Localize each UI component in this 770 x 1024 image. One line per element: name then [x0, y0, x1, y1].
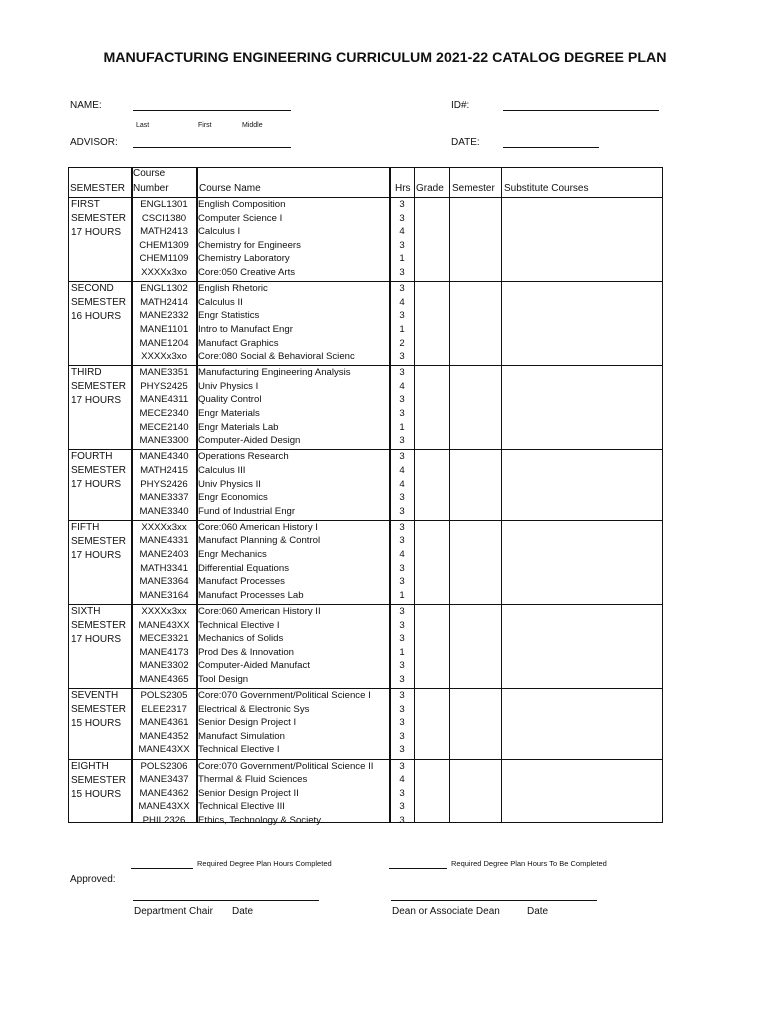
course-number: XXXXx3xo — [141, 351, 187, 363]
header-course: Course — [133, 168, 166, 179]
course-number: CHEM1309 — [139, 239, 189, 251]
semester-label: SEMESTER — [71, 381, 127, 393]
semester-label: SEMESTER — [71, 213, 127, 224]
id-label: ID#: — [451, 100, 470, 111]
course-hours: 3 — [399, 283, 405, 295]
semester-label: SECOND — [71, 283, 114, 295]
course-hours: 3 — [399, 451, 405, 463]
course-name: English Composition — [198, 199, 286, 210]
course-name: Manufact Processes Lab — [198, 589, 304, 601]
course-number: MANE4362 — [139, 787, 189, 799]
course-number: MECE2140 — [139, 421, 189, 433]
header-substitute: Substitute Courses — [504, 183, 589, 194]
course-number: MATH2414 — [140, 296, 188, 308]
course-number: XXXXx3xo — [141, 267, 187, 278]
dept-chair-signature-line[interactable] — [133, 900, 319, 901]
course-number: MECE2340 — [139, 408, 189, 419]
course-name: Differential Equations — [198, 562, 290, 574]
course-name: Operations Research — [198, 451, 289, 463]
course-name: Computer Science I — [198, 212, 283, 224]
course-hours: 1 — [399, 646, 405, 658]
course-number: MANE4173 — [139, 646, 189, 658]
course-hours: 3 — [399, 801, 405, 813]
first-sublabel: First — [198, 122, 212, 129]
course-hours: 3 — [399, 267, 405, 278]
semester-label: SEMESTER — [71, 619, 127, 631]
course-name: Core:060 American History II — [198, 605, 321, 617]
course-number: MANE1101 — [139, 323, 189, 335]
course-name: Engr Statistics — [198, 310, 260, 322]
date-label-1: Date — [232, 906, 254, 917]
course-number: MANE3302 — [139, 660, 189, 672]
course-number: MANE1204 — [139, 337, 189, 349]
semester-label: THIRD — [71, 367, 102, 379]
semester-label: SEMESTER — [71, 465, 127, 477]
course-name: Engr Mechanics — [198, 549, 267, 560]
course-hours: 3 — [399, 760, 405, 772]
course-name: Senior Design Project I — [198, 717, 297, 729]
course-hours: 3 — [399, 660, 405, 672]
curriculum-table — [68, 167, 663, 826]
course-name: Chemistry for Engineers — [198, 239, 301, 251]
course-number: XXXXx3xx — [141, 521, 187, 533]
course-hours: 3 — [399, 744, 405, 756]
course-name: Univ Physics I — [198, 380, 259, 392]
course-number: MANE43XX — [138, 801, 190, 813]
approved-label: Approved: — [70, 874, 116, 885]
course-hours: 3 — [399, 310, 405, 322]
hours-completed-label: Required Degree Plan Hours Completed — [197, 859, 332, 868]
course-number: MANE3164 — [139, 589, 189, 601]
course-number: PHIL2326 — [142, 814, 186, 826]
course-number: PHYS2426 — [140, 478, 188, 490]
id-field[interactable] — [503, 110, 659, 111]
course-hours: 3 — [399, 408, 405, 419]
course-hours: 3 — [399, 199, 405, 210]
course-name: Engr Economics — [198, 492, 268, 504]
course-hours: 4 — [399, 380, 405, 392]
dean-label: Dean or Associate Dean — [392, 906, 500, 917]
course-name: Senior Design Project II — [198, 787, 299, 799]
course-number: CHEM1109 — [139, 253, 189, 265]
semester-label: 16 HOURS — [71, 311, 122, 323]
course-hours: 3 — [399, 619, 405, 631]
semester-label: SEMESTER — [71, 297, 127, 309]
semester-label: SEMESTER — [71, 535, 127, 547]
course-name: Electrical & Electronic Sys — [198, 703, 310, 715]
course-number: MECE3321 — [139, 633, 189, 645]
course-name: Tool Design — [198, 673, 249, 685]
semester-label: SEVENTH — [71, 690, 119, 701]
course-name: Core:070 Government/Political Science I — [198, 690, 371, 701]
course-name: Core:070 Government/Political Science II — [198, 760, 374, 772]
course-name: Technical Elective I — [198, 619, 280, 631]
course-number: MATH3341 — [140, 562, 188, 574]
course-name: Core:050 Creative Arts — [198, 267, 296, 278]
course-hours: 3 — [399, 535, 405, 547]
course-name: Technical Elective III — [198, 801, 285, 813]
date-label-2: Date — [527, 906, 549, 917]
page-title: MANUFACTURING ENGINEERING CURRICULUM 2021-22 CATALOG DEGREE PLAN — [103, 50, 667, 66]
course-name: Manufact Processes — [198, 576, 285, 588]
course-name: Calculus III — [198, 464, 246, 476]
course-number: POLS2306 — [140, 760, 188, 772]
semester-label: 17 HOURS — [71, 549, 122, 561]
course-hours: 3 — [399, 730, 405, 742]
course-name: Core:060 American History I — [198, 521, 318, 533]
course-number: MANE3437 — [139, 774, 189, 786]
semester-label: FIRST — [71, 199, 100, 210]
course-hours: 4 — [399, 549, 405, 560]
course-number: MANE4331 — [139, 535, 189, 547]
course-number: MANE4340 — [139, 451, 189, 463]
course-hours: 3 — [399, 703, 405, 715]
last-sublabel: Last — [136, 122, 150, 129]
header-number: Number — [133, 183, 169, 194]
course-name: Manufact Planning & Control — [198, 535, 321, 547]
course-hours: 4 — [399, 464, 405, 476]
course-number: PHYS2425 — [140, 380, 188, 392]
course-number: CSCI1380 — [141, 212, 187, 224]
course-name: Computer-Aided Design — [198, 435, 301, 447]
course-name: Engr Materials — [198, 408, 260, 419]
course-name: Thermal & Fluid Sciences — [198, 774, 308, 786]
course-hours: 3 — [399, 576, 405, 588]
course-number: MANE3337 — [139, 492, 189, 504]
course-number: ELEE2317 — [141, 703, 187, 715]
semester-label: 17 HOURS — [71, 227, 122, 238]
col-divider — [501, 168, 502, 822]
date-label: DATE: — [451, 137, 480, 148]
course-hours: 3 — [399, 690, 405, 701]
semester-label: 17 HOURS — [71, 479, 122, 491]
header-course-name: Course Name — [199, 183, 261, 194]
course-name: Quality Control — [198, 394, 262, 406]
col-divider — [449, 168, 450, 822]
course-hours: 3 — [399, 633, 405, 645]
course-name: Prod Des & Innovation — [198, 646, 294, 658]
semester-label: 15 HOURS — [71, 718, 122, 729]
semester-label: SEMESTER — [71, 774, 127, 786]
course-hours: 1 — [399, 589, 405, 601]
course-number: MANE4352 — [139, 730, 189, 742]
dean-signature-line[interactable] — [391, 900, 597, 901]
course-hours: 3 — [399, 435, 405, 447]
course-number: ENGL1301 — [140, 199, 188, 210]
semester-label: 17 HOURS — [71, 633, 122, 645]
course-name: Calculus I — [198, 226, 241, 238]
course-hours: 3 — [399, 394, 405, 406]
course-hours: 3 — [399, 492, 405, 504]
course-name: Manufact Simulation — [198, 730, 285, 742]
course-number: MANE4311 — [139, 394, 189, 406]
hours-to-complete-label: Required Degree Plan Hours To Be Completed — [451, 859, 607, 868]
course-hours: 4 — [399, 478, 405, 490]
course-number: MANE2332 — [139, 310, 189, 322]
course-name: Intro to Manufact Engr — [198, 323, 293, 335]
course-hours: 2 — [399, 337, 405, 349]
course-number: ENGL1302 — [140, 283, 188, 295]
course-name: Manufact Graphics — [198, 337, 279, 349]
semester-label: FOURTH — [71, 451, 113, 463]
header-semester: SEMESTER — [70, 183, 126, 194]
course-hours: 4 — [399, 774, 405, 786]
semester-label: 15 HOURS — [71, 788, 122, 800]
course-number: MANE3351 — [139, 367, 189, 379]
course-hours: 3 — [399, 239, 405, 251]
name-field[interactable] — [133, 110, 291, 111]
course-number: XXXXx3xx — [141, 605, 187, 617]
course-name: Ethics, Technology & Society — [198, 814, 322, 826]
course-hours: 3 — [399, 505, 405, 517]
header-hrs: Hrs — [395, 183, 411, 194]
course-number: MANE4361 — [139, 717, 189, 729]
course-number: MANE43XX — [138, 619, 190, 631]
course-name: Univ Physics II — [198, 478, 261, 490]
course-hours: 3 — [399, 521, 405, 533]
course-hours: 3 — [399, 212, 405, 224]
course-name: Calculus II — [198, 296, 243, 308]
header-semester-taken: Semester — [452, 183, 495, 194]
course-name: Computer-Aided Manufact — [198, 660, 310, 672]
course-name: Technical Elective I — [198, 744, 280, 756]
course-hours: 3 — [399, 814, 405, 826]
course-hours: 1 — [399, 323, 405, 335]
course-hours: 1 — [399, 253, 405, 265]
course-hours: 1 — [399, 421, 405, 433]
course-number: MANE2403 — [139, 549, 189, 560]
semester-label: SIXTH — [71, 605, 101, 617]
col-divider — [414, 168, 415, 822]
semester-label: 17 HOURS — [71, 395, 122, 407]
course-number: POLS2305 — [140, 690, 188, 701]
hours-completed-field[interactable] — [131, 868, 193, 869]
course-hours: 3 — [399, 717, 405, 729]
course-name: Core:080 Social & Behavioral Scienc — [198, 351, 355, 363]
name-label: NAME: — [70, 100, 102, 111]
header-grade: Grade — [416, 183, 444, 194]
course-hours: 3 — [399, 367, 405, 379]
course-name: Mechanics of Solids — [198, 633, 284, 645]
date-field[interactable] — [503, 147, 599, 148]
course-name: Fund of Industrial Engr — [198, 505, 296, 517]
advisor-field[interactable] — [133, 147, 291, 148]
course-name: Manufacturing Engineering Analysis — [198, 367, 351, 379]
course-hours: 3 — [399, 351, 405, 363]
course-number: MANE4365 — [139, 673, 189, 685]
course-hours: 4 — [399, 296, 405, 308]
course-number: MANE3300 — [139, 435, 189, 447]
middle-sublabel: Middle — [242, 122, 263, 129]
course-number: MATH2415 — [140, 464, 188, 476]
course-hours: 3 — [399, 562, 405, 574]
course-hours: 3 — [399, 605, 405, 617]
course-name: Chemistry Laboratory — [198, 253, 290, 265]
semester-label: EIGHTH — [71, 760, 109, 772]
course-number: MANE3340 — [139, 505, 189, 517]
hours-to-complete-field[interactable] — [389, 868, 447, 869]
semester-label: FIFTH — [71, 521, 100, 533]
course-name: Engr Materials Lab — [198, 421, 279, 433]
course-hours: 4 — [399, 226, 405, 238]
course-hours: 3 — [399, 787, 405, 799]
course-number: MANE43XX — [138, 744, 190, 756]
course-number: MATH2413 — [140, 226, 188, 238]
course-number: MANE3364 — [139, 576, 189, 588]
course-hours: 3 — [399, 673, 405, 685]
course-name: English Rhetoric — [198, 283, 268, 295]
semester-label: SEMESTER — [71, 704, 127, 715]
advisor-label: ADVISOR: — [70, 137, 118, 148]
dept-chair-label: Department Chair — [134, 906, 213, 917]
